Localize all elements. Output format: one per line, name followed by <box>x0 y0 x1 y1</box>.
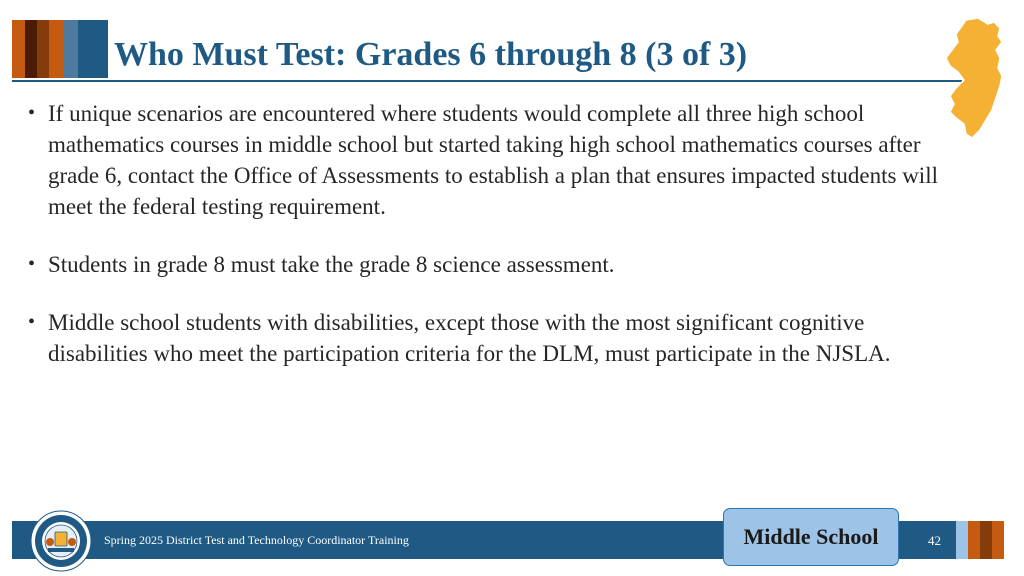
bullet-text: If unique scenarios are encountered where students would complete all three high school mathematics courses in middle school but started taking high school mathematics courses after grade 6, contact the Office of Assessments to establish a plan that ensures impacted students will meet the federal testing requirement. <box>48 101 938 219</box>
middle-school-badge: Middle School <box>723 508 899 566</box>
page-title: Who Must Test: Grades 6 through 8 (3 of 3) <box>114 36 748 73</box>
bullet-marker: • <box>28 253 36 275</box>
bullet-item <box>28 249 958 280</box>
bullet-item <box>28 307 958 369</box>
page-number: 42 <box>928 533 941 548</box>
bullet-list <box>28 98 958 396</box>
title-divider <box>12 80 962 82</box>
department-of-education-seal-icon <box>30 510 92 572</box>
bullet-text: Middle school students with disabilities, except those with the most significant cognitive disabilities who meet the participation criteria for the DLM, must participate in the NJSLA. <box>48 310 891 366</box>
bullet-marker: • <box>28 311 36 333</box>
footer-title: Spring 2025 District Test and Technology Coordinator Training <box>104 533 409 547</box>
header-stripes <box>12 20 108 78</box>
bullet-marker: • <box>28 102 36 124</box>
bullet-text: Students in grade 8 must take the grade 8 science assessment. <box>48 252 615 277</box>
footer-stripes <box>956 521 1004 559</box>
bullet-item <box>28 98 958 222</box>
